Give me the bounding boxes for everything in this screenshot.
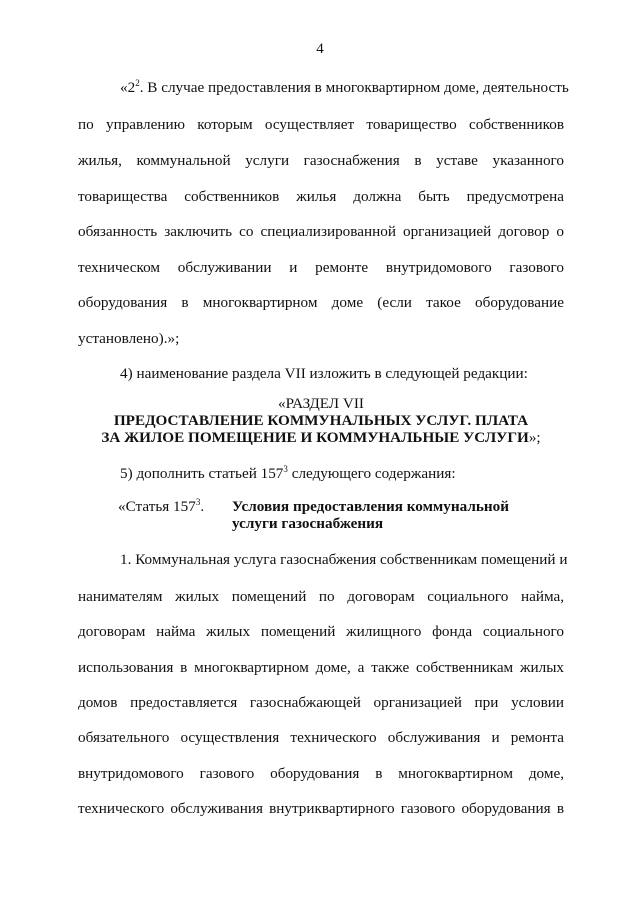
- clause-1-line-7: внутридомового газового оборудования в многоквартирном доме,: [78, 765, 564, 782]
- item-5-text: [120, 464, 564, 484]
- clause-1-line-5: домов предоставляется газоснабжающей организацией при условии: [78, 694, 564, 711]
- clause-1-line-3: договорам найма жилых помещений жилищного фонда социального: [78, 623, 564, 640]
- clause-1-line-6: обязательного осуществления технического обслуживания и ремонта: [78, 729, 564, 746]
- clause-1-line-2: нанимателям жилых помещений по договорам социального найма,: [78, 588, 564, 605]
- article-title-line-2: услуги газоснабжения: [232, 515, 384, 532]
- section-heading-title-line-1: ПРЕДОСТАВЛЕНИЕ КОММУНАЛЬНЫХ УСЛУГ. ПЛАТА: [113, 412, 529, 429]
- para-2-2-superscript: 2: [135, 78, 140, 88]
- para-2-2-line-8: установлено).»;: [78, 330, 180, 347]
- article-label-after: .: [200, 498, 205, 515]
- clause-1-line-4: использования в многоквартирном доме, а также собственникам жилых: [78, 659, 564, 676]
- article-label-superscript: 3: [195, 497, 201, 507]
- para-2-2-open: «2: [120, 79, 136, 96]
- article-label: [118, 497, 204, 517]
- section-heading-close: »;: [528, 429, 541, 446]
- item-4-text: 4) наименование раздела VII изложить в следующей редакции:: [120, 365, 528, 382]
- section-heading-title-line-2: [78, 429, 564, 446]
- section-heading-title-line-2-bold: ЗА ЖИЛОЕ ПОМЕЩЕНИЕ И КОММУНАЛЬНЫЕ УСЛУГИ: [101, 429, 529, 446]
- section-heading-number: «РАЗДЕЛ VII: [278, 395, 364, 412]
- article-label-before: «Статья 157: [118, 498, 196, 515]
- clause-1-line-8: технического обслуживания внутриквартирного газового оборудования в: [78, 800, 564, 817]
- para-2-2-line-1-text: . В случае предоставления в многоквартирном доме, деятельность: [139, 79, 569, 96]
- item-5-after: следующего содержания:: [287, 465, 456, 482]
- item-5-before: 5) дополнить статьей 157: [120, 465, 284, 482]
- item-5-superscript: 3: [283, 464, 288, 474]
- para-2-2-line-6: техническом обслуживании и ремонте внутридомового газового: [78, 259, 564, 276]
- article-title-line-1: Условия предоставления коммунальной: [232, 498, 509, 515]
- para-2-2-line-4: товарищества собственников жилья должна быть предусмотрена: [78, 188, 564, 205]
- para-2-2-line-3: жилья, коммунальной услуги газоснабжения в уставе указанного: [78, 152, 564, 169]
- para-2-2-line-5: обязанность заключить со специализированной организацией договор о: [78, 223, 564, 240]
- para-2-2-line-2: по управлению которым осуществляет товарищество собственников: [78, 116, 564, 133]
- page-number: 4: [316, 41, 324, 57]
- clause-1-line-1: 1. Коммунальная услуга газоснабжения собственникам помещений и: [120, 551, 568, 568]
- para-2-2-line-1: [120, 78, 569, 98]
- para-2-2-line-7: оборудования в многоквартирном доме (если такое оборудование: [78, 294, 564, 311]
